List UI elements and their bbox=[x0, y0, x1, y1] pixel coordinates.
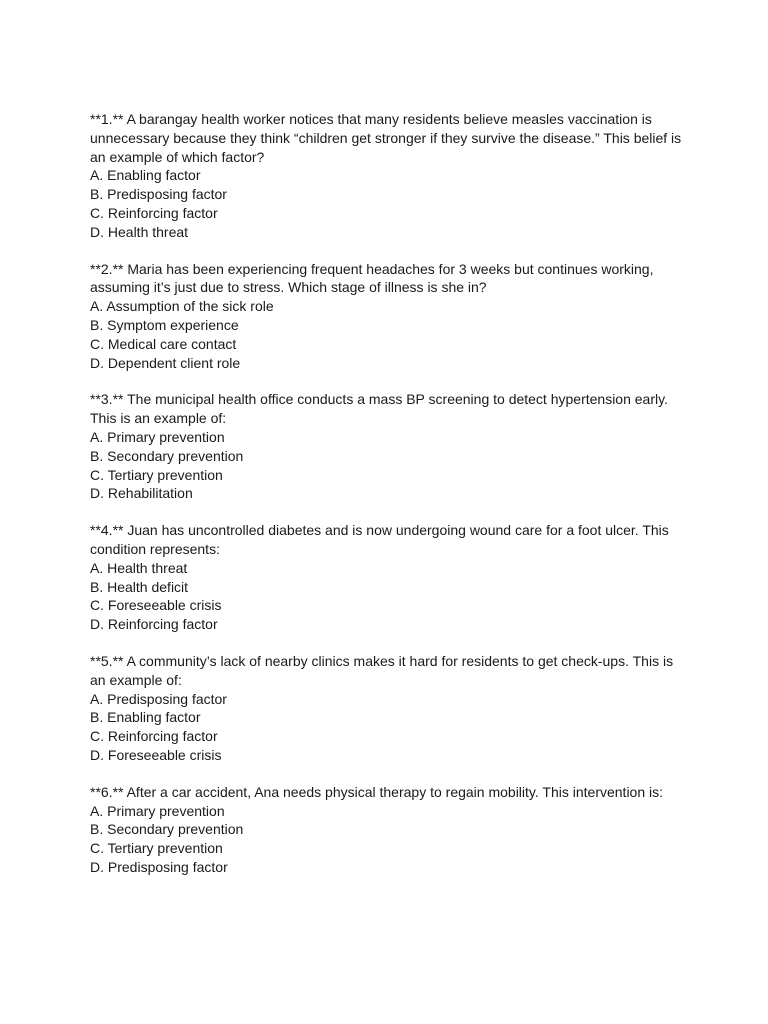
option-c: C. Reinforcing factor bbox=[90, 204, 218, 221]
option-b: B. Symptom experience bbox=[90, 316, 239, 333]
option-d: D. Reinforcing factor bbox=[90, 616, 218, 633]
question-3 bbox=[90, 390, 690, 503]
option-b: B. Secondary prevention bbox=[90, 447, 244, 464]
option-d: D. Foreseeable crisis bbox=[90, 746, 222, 763]
option-d: D. Predisposing factor bbox=[90, 858, 228, 875]
question-1 bbox=[90, 110, 690, 242]
option-b: B. Health deficit bbox=[90, 578, 189, 595]
option-d: D. Dependent client role bbox=[90, 354, 241, 371]
option-c: C. Tertiary prevention bbox=[90, 466, 223, 483]
option-a: A. Primary prevention bbox=[90, 428, 225, 445]
option-c: C. Medical care contact bbox=[90, 335, 237, 352]
question-stem: **3.** The municipal health office conducts a mass BP screening to detect hypertension early. This is an example of: bbox=[90, 391, 668, 427]
option-c: C. Foreseeable crisis bbox=[90, 597, 222, 614]
option-d: D. Health threat bbox=[90, 223, 189, 240]
option-c: C. Reinforcing factor bbox=[90, 728, 218, 745]
question-stem: **5.** A community’s lack of nearby clinics makes it hard for residents to get check-ups. This is an example of: bbox=[90, 652, 674, 688]
option-a: A. Enabling factor bbox=[90, 167, 201, 184]
question-4 bbox=[90, 521, 690, 634]
question-stem: **6.** After a car accident, Ana needs physical therapy to regain mobility. This intervention is: bbox=[90, 783, 664, 800]
option-a: A. Health threat bbox=[90, 559, 188, 576]
option-a: A. Predisposing factor bbox=[90, 690, 227, 707]
question-stem: **4.** Juan has uncontrolled diabetes and is now undergoing wound care for a foot ulcer. This condition represents: bbox=[90, 522, 669, 557]
question-stem: **2.** Maria has been experiencing frequent headaches for 3 weeks but continues working, assuming it’s just due to stress. Which stage of illness is she in? bbox=[90, 260, 654, 296]
question-5 bbox=[90, 652, 690, 765]
option-c: C. Tertiary prevention bbox=[90, 840, 223, 857]
option-a: A. Primary prevention bbox=[90, 802, 225, 819]
option-b: B. Predisposing factor bbox=[90, 186, 227, 203]
option-b: B. Enabling factor bbox=[90, 709, 201, 726]
document-page bbox=[90, 110, 690, 895]
option-b: B. Secondary prevention bbox=[90, 821, 244, 838]
question-6 bbox=[90, 783, 690, 877]
option-d: D. Rehabilitation bbox=[90, 485, 193, 502]
option-a: A. Assumption of the sick role bbox=[90, 298, 274, 315]
question-2 bbox=[90, 260, 690, 373]
question-stem: **1.** A barangay health worker notices that many residents believe measles vaccination is unnecessary because they think “children get stronger if they survive the disease.” This belief is an example of which factor? bbox=[90, 111, 682, 165]
